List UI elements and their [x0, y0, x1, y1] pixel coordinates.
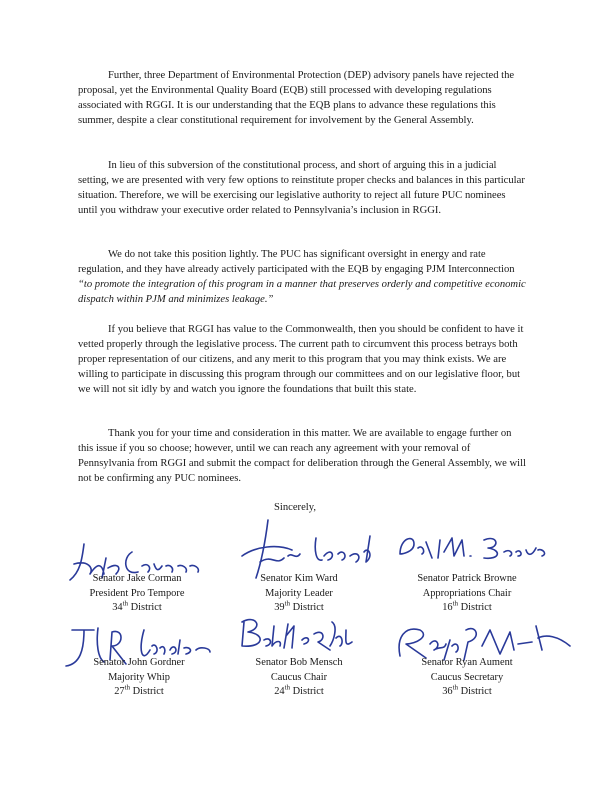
paragraph-constitutional-process: In lieu of this subversion of the constitutional process, and short of arguing this in a judicial setting, we are presented with very few options to reinstitute proper checks and balances in this particular situation. Therefore, we will be exercising our legislative authority to reject all future PUC nominees until you withdraw your executive order related to Pennsylvania’s inclusion in RGGI. [78, 160, 525, 216]
closing-sincerely: Sincerely, [274, 502, 316, 513]
signatory-title: Appropriations Chair [422, 587, 512, 599]
signatory-mensch [204, 656, 394, 700]
signatory-district: 39th District [274, 599, 324, 613]
signatory-name: Senator Ryan Aument [421, 657, 513, 668]
paragraph-puc-oversight-text: We do not take this position lightly. The PUC has significant oversight in energy and rate regulation, and they have already actively participated with the EQB by engaging PJM Interconnection [78, 249, 515, 275]
signatory-district: 16th District [442, 599, 492, 613]
signatory-title: Caucus Secretary [430, 671, 504, 683]
signatory-title: Majority Whip [108, 671, 170, 683]
paragraph-dep-panels: Further, three Department of Environmental Protection (DEP) advisory panels have rejected the proposal, yet the Environmental Quality Board (EQB) still processed with developing regulations associated with RGGI. It is our understanding that the EQB plans to advance these regulations this summer, despite a clear constitutional requirement for involvement by the General Assembly. [78, 70, 515, 126]
signatory-aument [372, 656, 562, 700]
signatory-ward [204, 572, 394, 616]
paragraph-thank-you: Thank you for your time and consideration in this matter. We are available to engage further on this issue if you so choose; however, until we can reach any agreement with your removal of Pennsylvania from RGGI and submit the compact for deliberation through the General Assembly, we will not be confirming any PUC nominees. [78, 428, 526, 484]
signatory-district: 34th District [112, 599, 162, 613]
signatory-title: Caucus Chair [270, 671, 328, 683]
signatory-title: Majority Leader [265, 587, 333, 599]
signatory-name: Senator Kim Ward [260, 573, 338, 584]
signatory-district: 24th District [274, 683, 324, 697]
signatory-browne [372, 572, 562, 616]
signatory-district: 36th District [442, 683, 492, 697]
paragraph-rggi-value: If you believe that RGGI has value to the Commonwealth, then you should be confident to have it vetted properly through the legislative process. The current path to circumvent this process betrays both proper representation of our citizens, and any merit to this program that you may think exists. We are willing to participate in discussing this program through our committees and on our legislative floor, but we will not sit idly by and watch you ignore the foundations that built this state. [78, 324, 524, 395]
signatory-district: 27th District [114, 683, 164, 697]
signatory-name: Senator Patrick Browne [417, 573, 517, 584]
signatory-name: Senator John Gordner [93, 657, 185, 668]
signature-browne [392, 524, 552, 574]
signatory-title: President Pro Tempore [89, 587, 185, 599]
paragraph-puc-oversight [78, 247, 526, 307]
pjm-quote: “to promote the integration of this program in a manner that preserves orderly and competitive economic dispatch within PJM and minimizes leakage.” [78, 279, 526, 305]
signatory-name: Senator Jake Corman [92, 573, 182, 584]
signatory-name: Senator Bob Mensch [255, 657, 343, 668]
